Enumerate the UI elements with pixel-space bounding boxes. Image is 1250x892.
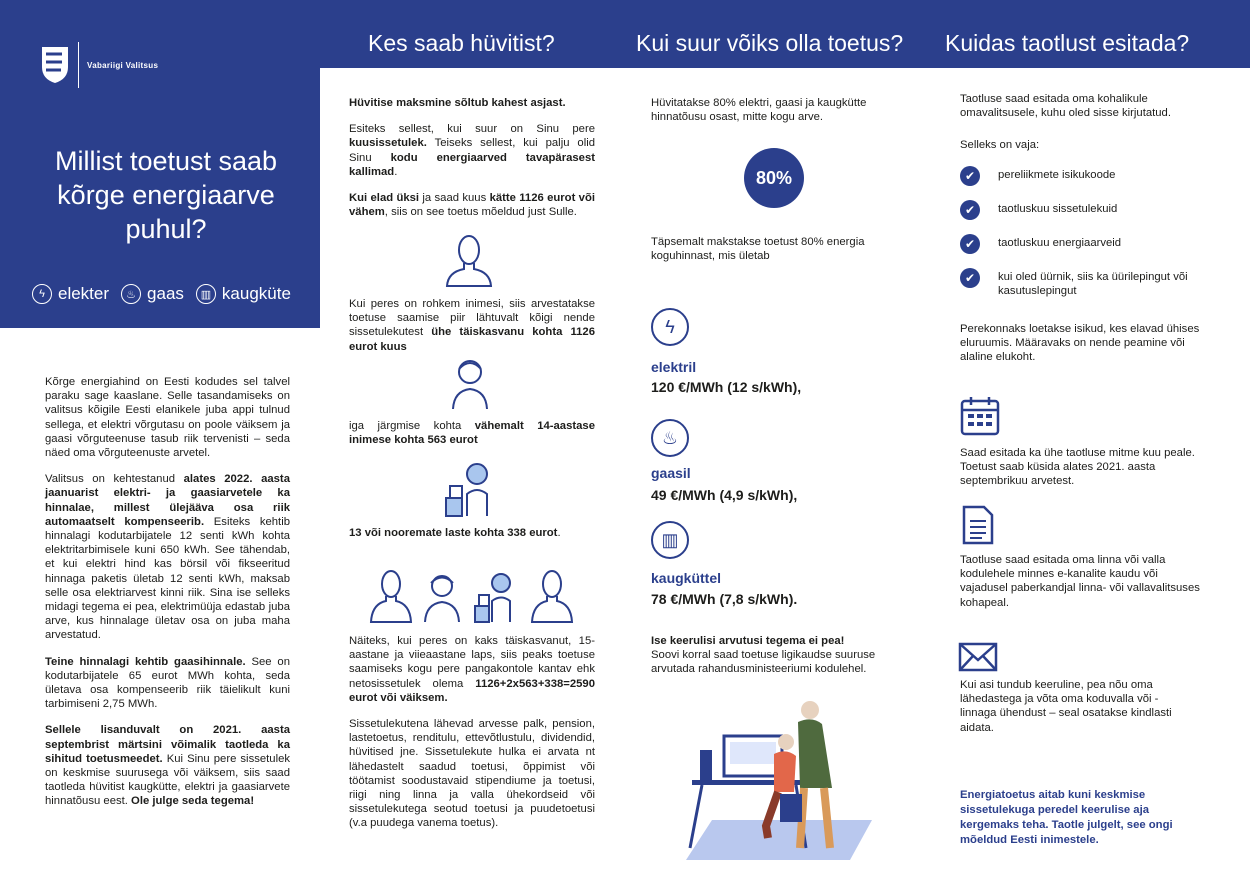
energy-types bbox=[32, 284, 303, 304]
col2-para-3: Kui peres on rohkem inimesi, siis arvestatakse toetuse saamise piir lähtuvalt kõigi nende sissetulekutest ühe täiskasvanu kohta 1126 eurot kuus bbox=[349, 298, 595, 353]
flame-icon: ♨ bbox=[121, 284, 141, 304]
teen-person-icon bbox=[449, 355, 491, 411]
radiator-icon: ▥ bbox=[651, 521, 689, 559]
energy-label: kaugküte bbox=[221, 284, 291, 303]
requirements-list bbox=[960, 168, 1220, 298]
col4-need: Selleks on vaja: bbox=[960, 139, 1040, 151]
col2-para-5: 13 või nooremate laste kohta 338 eurot. bbox=[349, 527, 561, 539]
col2-para-4: iga järgmise kohta vähemalt 14-aastase inimese kohta 563 eurot bbox=[349, 420, 595, 447]
child-with-blocks-icon bbox=[443, 460, 495, 518]
coat-of-arms-icon bbox=[40, 45, 70, 85]
lightning-icon: ϟ bbox=[32, 284, 52, 304]
col2-para-7: Sissetulekutena lähevad arvesse palk, pension, lastetoetus, renditulu, ettevõtlustulu, dividendid, hüvitised jne. Sissetulekute hulka ei arvata nt lähedastelt saadud toetusi, õppimist või töötamist soodustavaid stipendiume ja toetusi, riigi ning linna ja valla ühekordseid või sissetulekutega seotud toetusi ja puudetoetusi (v.a puudega vanema toetus). bbox=[349, 718, 595, 830]
col2-top bbox=[349, 96, 595, 231]
col2-intro: Hüvitise maksmine sõltub kahest asjast. bbox=[349, 97, 566, 109]
checkmark-icon: ✔ bbox=[960, 200, 980, 220]
col4-household: Perekonnaks loetakse isikud, kes elavad ühises eluruumis. Määravaks on nende peamine või alaline elukoht. bbox=[960, 323, 1200, 364]
col4-mail-text: Kui asi tundub keeruline, pea nõu oma lähedastega ja võta oma koduvalla või -linnaga ühendust – seal osatakse kindlasti aidata. bbox=[960, 679, 1172, 734]
col4-calendar-text: Saad esitada ka ühe taotluse mitme kuu peale. Toetust saab küsida alates 2021. aasta septembrikuu arvetest. bbox=[960, 447, 1195, 488]
hero-title: Millist toetust saab kõrge energiaarve puhul? bbox=[54, 146, 278, 244]
col1-para-4: Sellele lisanduvalt on 2021. aasta septembrist märtsini võimalik taotleda ka sihitud toetusmeedet. Kui Sinu pere sissetulek on keskmise suurusega või väiksem, siis saad taotleda hüvitist kaugkütte, elektri ja gaasiarvete hinnatõusu eest. Ole julge seda tegema! bbox=[45, 724, 291, 808]
logo-text: Vabariigi Valitsus bbox=[87, 60, 159, 70]
col1-para-3: Teine hinnalagi kehtib gaasihinnale. See on kodutarbijatele 65 eurot MWh kohta, seda ületava osa kompenseerib riik täielikult kuni tarbimiseni 2,75 MWh. bbox=[45, 655, 290, 711]
energy-electricity bbox=[32, 284, 109, 304]
col2-para-6: Näiteks, kui peres on kaks täiskasvanut, 15-aastane ja viieaastane laps, siis peaks toetuse saamiseks kogu pere pangakontole kantav ehk netosissetulek olema 1126+2x563+338=2590 eurot või väiksem. bbox=[349, 635, 595, 704]
document-icon bbox=[958, 505, 998, 545]
col3-note-bold: Ise keerulisi arvutusi tegema ei pea! bbox=[651, 635, 845, 647]
col4-title: Kuidas taotlust esitada? bbox=[945, 30, 1190, 56]
energy-name-heating: kaugküttel bbox=[651, 570, 722, 586]
col2-bottom bbox=[349, 634, 595, 843]
col3-intro: Hüvitatakse 80% elektri, gaasi ja kaugkütte hinnatõusu osast, mitte kogu arve. bbox=[651, 97, 867, 124]
energy-gas bbox=[121, 284, 184, 304]
energy-value-gas: 49 €/MWh (4,9 s/kWh), bbox=[651, 487, 798, 503]
col4-intro: Taotluse saad esitada oma kohalikule omavalitsusele, kuhu oled sisse kirjutatud. bbox=[960, 93, 1171, 120]
government-logo bbox=[40, 42, 158, 88]
col2-para-1: Esiteks sellest, kui suur on Sinu pere kuusissetulek. Teiseks sellest, kui palju olid Sinu kodu energiaarved tavapärasest kallimad. bbox=[349, 123, 595, 178]
col4-document-text: Taotluse saad esitada oma linna või valla kodulehele minnes e-kanalite kaudu või vajadusel paberkandjal linna- või vallavalitsuses kohapeal. bbox=[960, 554, 1200, 609]
energy-label: elekter bbox=[58, 284, 110, 303]
energy-value-heating: 78 €/MWh (7,8 s/kWh). bbox=[651, 591, 798, 607]
checkmark-icon: ✔ bbox=[960, 234, 980, 254]
flame-icon: ♨ bbox=[651, 419, 689, 457]
list-item: ✔ taotluskuu energiaarveid bbox=[960, 236, 1220, 254]
col3-detail: Täpsemalt makstakse toetust 80% energia koguhinnast, mis ületab bbox=[651, 236, 865, 263]
col3-note bbox=[651, 634, 911, 677]
people-at-computer-illustration bbox=[672, 698, 882, 862]
family-icons bbox=[369, 566, 575, 624]
mail-icon bbox=[958, 636, 998, 676]
col1-para-2: Valitsus on kehtestanud alates 2022. aasta jaanuarist elektri- ja gaasiarvetele ka hinnalae, millest ülejääva osa riik automaatselt kompenseerib. Esiteks kehtib hinnalagi kodutarbijatele 12 senti kWh kohta elektritarbimisele kuni 650 kWh. See tähendab, et kui elektri hind kas börsil või fikseeritud hinnaga paketis ületab 12 senti kWh, maksab selle osa elektriarvest kinni riik. Sina ise selleks midagi tegema ei pea, elektrimüüja edastab juba arve, kus hinnalage ületav osa on juba maha arvestatud. bbox=[45, 473, 290, 642]
percent-badge: 80% bbox=[744, 148, 804, 208]
list-item: ✔ pereliikmete isikukoode bbox=[960, 168, 1220, 186]
energy-heating bbox=[196, 284, 291, 304]
list-item: ✔ kui oled üürnik, siis ka üürilepingut või kasutuslepingut bbox=[960, 270, 1220, 298]
col3-note-text: Soovi korral saad toetuse ligikaudse suuruse arvutada rahandusministeeriumi kodulehel. bbox=[651, 649, 876, 676]
list-item: ✔ taotluskuu sissetulekuid bbox=[960, 202, 1220, 220]
energy-value-electricity: 120 €/MWh (12 s/kWh), bbox=[651, 379, 802, 395]
radiator-icon: ▥ bbox=[196, 284, 216, 304]
checkmark-icon: ✔ bbox=[960, 268, 980, 288]
energy-label: gaas bbox=[147, 284, 184, 303]
checkmark-icon: ✔ bbox=[960, 166, 980, 186]
energy-name-electricity: elektril bbox=[651, 359, 697, 375]
energy-name-gas: gaasil bbox=[651, 465, 691, 481]
col3-title: Kui suur võiks olla toetus? bbox=[636, 30, 904, 56]
col1-text bbox=[45, 375, 290, 821]
calendar-icon bbox=[960, 396, 1000, 436]
col2-para-2: Kui elad üksi ja saad kuus kätte 1126 eurot või vähem, siis on see toetus mõeldud just Sulle. bbox=[349, 192, 595, 219]
adult-person-icon bbox=[444, 232, 494, 288]
col1-para-1: Kõrge energiahind on Eesti kodudes sel talvel paraku sage kaaslane. Selle tasandamiseks on valitsus kõigile Eesti elanikele juba appi tulnud sellega, et elektri võrgutasu on poole väiksem ja gaasi võrguteenuse tasub riik tervenisti – seda näed oma võrguteenuste arvetel. bbox=[45, 376, 290, 460]
closing-message: Energiatoetus aitab kuni keskmise sissetulekuga peredel keerulise aja kergemaks teha. Taotle julgelt, see ongi mõeldud Eesti inimestele. bbox=[960, 789, 1173, 846]
lightning-icon: ϟ bbox=[651, 308, 689, 346]
col2-title: Kes saab hüvitist? bbox=[368, 30, 555, 56]
